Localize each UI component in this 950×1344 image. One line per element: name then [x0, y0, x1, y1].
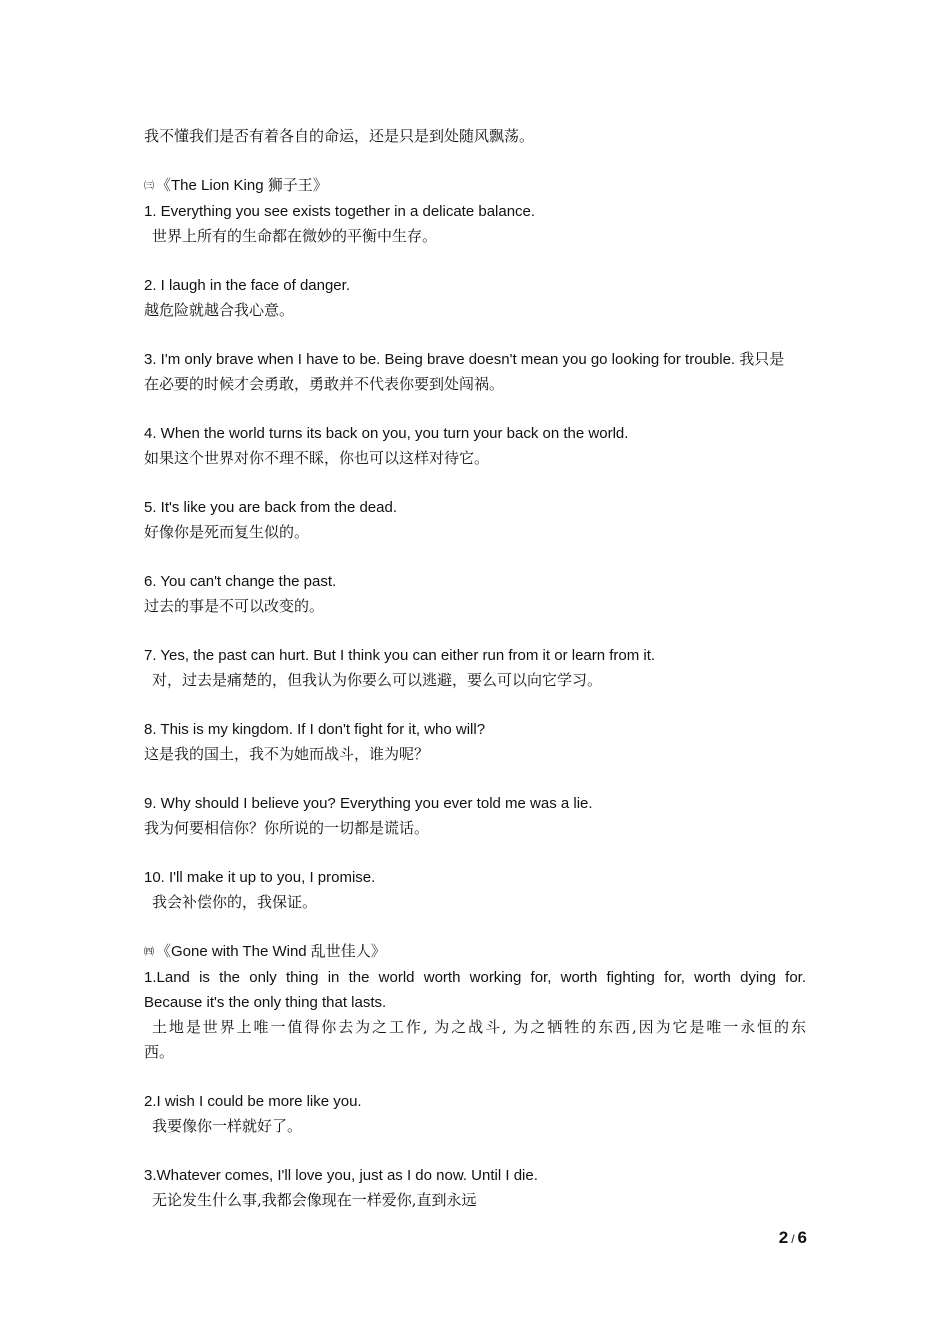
quote-en: 4. When the world turns its back on you, you turn your back on the world. — [144, 425, 629, 442]
page-number-separator: / — [791, 1232, 795, 1246]
quote-zh: 我会补偿你的，我保证。 — [152, 893, 318, 911]
quote-zh: 世界上所有的生命都在微妙的平衡中生存。 — [152, 227, 438, 245]
page-number — [779, 1228, 807, 1248]
quote-zh: 过去的事是不可以改变的。 — [144, 597, 325, 615]
section-4-title: 《Gone with The Wind 乱世佳人》 — [156, 943, 386, 960]
quote-en: 6. You can't change the past. — [144, 573, 337, 590]
quote-zh: 在必要的时候才会勇敢，勇敢并不代表你要到处闯祸。 — [144, 375, 505, 393]
quote-en: 8. This is my kingdom. If I don't fight for it, who will? — [144, 721, 486, 738]
quote-zh: 好像你是死而复生似的。 — [144, 523, 310, 541]
quote-en: 5. It's like you are back from the dead. — [144, 499, 397, 516]
quote-zh: 越危险就越合我心意。 — [144, 301, 295, 319]
section-4-heading — [144, 939, 806, 965]
quote-zh: 土地是世界上唯一值得你去为之工作, 为之战斗, 为之牺牲的东西,因为它是唯一永恒的东 — [152, 1018, 806, 1036]
section-4-marker: ㈣ — [144, 947, 154, 958]
quote-en: 7. Yes, the past can hurt. But I think you can either run from it or learn from it. — [144, 647, 656, 664]
quote-en: 1. Everything you see exists together in a delicate balance. — [144, 203, 536, 220]
section-3-title: 《The Lion King 狮子王》 — [156, 177, 328, 194]
page-content — [144, 124, 806, 1213]
quote-zh: 西。 — [144, 1043, 175, 1061]
quote-zh: 这是我的国土，我不为她而战斗，谁为呢？ — [144, 745, 430, 763]
quote-zh: 我要像你一样就好了。 — [152, 1117, 303, 1135]
quote-en: 3.Whatever comes, I'll love you, just as I do now. Until I die. — [144, 1167, 538, 1184]
section-3-heading — [144, 173, 806, 199]
intro-line: 我不懂我们是否有着各自的命运，还是只是到处随风飘荡。 — [144, 127, 535, 145]
quote-en: 2.I wish I could be more like you. — [144, 1093, 362, 1110]
quote-en: 2. I laugh in the face of danger. — [144, 277, 350, 294]
quote-en: 10. I'll make it up to you, I promise. — [144, 869, 376, 886]
quote-zh: 如果这个世界对你不理不睬，你也可以这样对待它。 — [144, 449, 490, 467]
quote-en: 9. Why should I believe you? Everything you ever told me was a lie. — [144, 795, 593, 812]
quote-en: 3. I'm only brave when I have to be. Being brave doesn't mean you go looking for trouble. 我只是 — [144, 351, 785, 368]
quote-en: 1.Land is the only thing in the world worth working for, worth fighting for, worth dying for. — [144, 969, 806, 986]
quote-zh: 我为何要相信你？你所说的一切都是谎话。 — [144, 819, 430, 837]
section-3-marker: ㈢ — [144, 181, 154, 192]
page-number-total: 6 — [797, 1228, 807, 1247]
quote-zh: 无论发生什么事,我都会像现在一样爱你,直到永远 — [152, 1191, 477, 1209]
quote-en: Because it's the only thing that lasts. — [144, 994, 387, 1011]
quote-zh: 对，过去是痛楚的，但我认为你要么可以逃避，要么可以向它学习。 — [152, 671, 603, 689]
page-number-current: 2 — [778, 1228, 789, 1247]
